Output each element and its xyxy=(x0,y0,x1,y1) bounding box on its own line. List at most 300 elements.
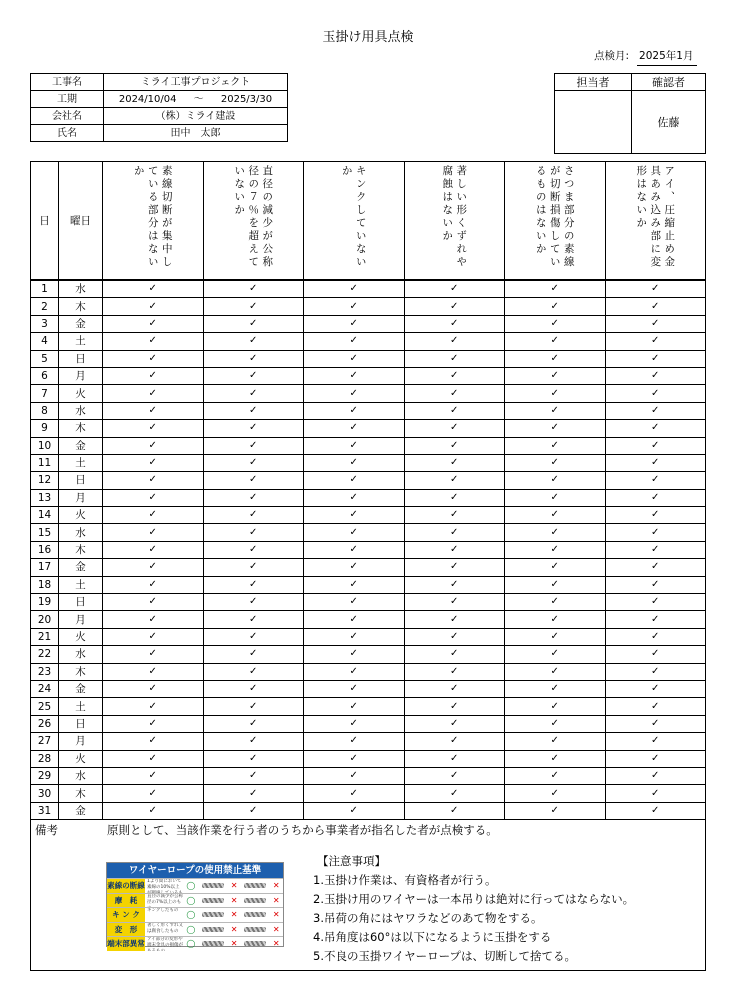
period-start: 2024/10/04 xyxy=(118,93,177,105)
check-cell[interactable]: ✓ xyxy=(404,454,505,471)
check-cell[interactable]: ✓ xyxy=(203,280,304,298)
day-cell: 6 xyxy=(31,367,59,384)
check-cell[interactable]: ✓ xyxy=(505,333,606,350)
table-row xyxy=(31,628,706,645)
table-row xyxy=(31,611,706,628)
check-cell[interactable]: ✓ xyxy=(103,489,204,506)
remarks-label: 備考 xyxy=(35,823,58,837)
check-cell[interactable]: ✓ xyxy=(605,472,706,489)
check-cell[interactable]: ✓ xyxy=(304,541,405,558)
check-cell[interactable]: ✓ xyxy=(103,628,204,645)
ng-cross-icon: ✕ xyxy=(272,939,280,949)
check-cell[interactable]: ✓ xyxy=(103,454,204,471)
check-cell[interactable]: ✓ xyxy=(605,559,706,576)
weekday-cell: 木 xyxy=(59,663,103,680)
check-cell[interactable]: ✓ xyxy=(103,785,204,802)
check-cell[interactable]: ✓ xyxy=(103,646,204,663)
check-cell[interactable]: ✓ xyxy=(304,367,405,384)
check-cell[interactable]: ✓ xyxy=(203,402,304,419)
check-cell[interactable]: ✓ xyxy=(103,767,204,784)
check-cell[interactable]: ✓ xyxy=(103,280,204,298)
day-header: 日 xyxy=(31,162,59,281)
check-cell[interactable]: ✓ xyxy=(505,785,606,802)
day-cell: 22 xyxy=(31,646,59,663)
rope-illustration xyxy=(183,908,283,922)
check-cell[interactable]: ✓ xyxy=(304,594,405,611)
period-value[interactable] xyxy=(104,91,288,108)
check-cell[interactable]: ✓ xyxy=(404,698,505,715)
check-item-text: キンクしていないか xyxy=(340,165,367,269)
caution-item: 2.玉掛け用のワイヤーは一本吊りは絶対に行ってはならない。 xyxy=(313,892,635,906)
check-cell[interactable]: ✓ xyxy=(505,402,606,419)
weekday-cell: 土 xyxy=(59,698,103,715)
check-cell[interactable]: ✓ xyxy=(505,802,606,819)
check-cell[interactable]: ✓ xyxy=(304,611,405,628)
check-cell[interactable]: ✓ xyxy=(605,489,706,506)
table-row xyxy=(31,767,706,784)
check-cell[interactable]: ✓ xyxy=(304,454,405,471)
weekday-cell: 日 xyxy=(59,594,103,611)
check-cell[interactable]: ✓ xyxy=(304,733,405,750)
check-cell[interactable]: ✓ xyxy=(304,420,405,437)
check-cell[interactable]: ✓ xyxy=(505,646,606,663)
check-cell[interactable]: ✓ xyxy=(203,646,304,663)
check-cell[interactable]: ✓ xyxy=(605,733,706,750)
rope-icon xyxy=(244,927,266,932)
check-cell[interactable]: ✓ xyxy=(304,489,405,506)
check-cell[interactable]: ✓ xyxy=(203,507,304,524)
weekday-cell: 金 xyxy=(59,315,103,332)
day-cell: 25 xyxy=(31,698,59,715)
check-cell[interactable]: ✓ xyxy=(103,402,204,419)
check-cell[interactable]: ✓ xyxy=(203,715,304,732)
check-cell[interactable]: ✓ xyxy=(505,524,606,541)
inspection-table xyxy=(30,161,706,820)
check-cell[interactable]: ✓ xyxy=(103,367,204,384)
check-cell[interactable]: ✓ xyxy=(605,698,706,715)
check-cell[interactable]: ✓ xyxy=(203,524,304,541)
weekday-cell: 木 xyxy=(59,785,103,802)
ng-cross-icon: ✕ xyxy=(230,939,238,949)
check-cell[interactable]: ✓ xyxy=(203,663,304,680)
check-cell[interactable]: ✓ xyxy=(203,489,304,506)
check-cell[interactable]: ✓ xyxy=(404,594,505,611)
check-cell[interactable]: ✓ xyxy=(304,576,405,593)
check-cell[interactable]: ✓ xyxy=(304,559,405,576)
check-cell[interactable]: ✓ xyxy=(103,698,204,715)
check-cell[interactable]: ✓ xyxy=(203,767,304,784)
rope-icon xyxy=(202,912,224,917)
day-cell: 13 xyxy=(31,489,59,506)
period-label: 工期 xyxy=(31,91,104,108)
check-cell[interactable]: ✓ xyxy=(505,559,606,576)
table-row xyxy=(31,507,706,524)
check-cell[interactable]: ✓ xyxy=(203,315,304,332)
check-cell[interactable]: ✓ xyxy=(505,298,606,315)
check-cell[interactable]: ✓ xyxy=(505,750,606,767)
check-item-header xyxy=(505,162,606,281)
weekday-cell: 金 xyxy=(59,559,103,576)
check-cell[interactable]: ✓ xyxy=(304,646,405,663)
check-cell[interactable]: ✓ xyxy=(304,437,405,454)
table-row xyxy=(31,454,706,471)
checker-header: 確認者 xyxy=(632,74,706,91)
inspection-month-value[interactable]: 2025年1月 xyxy=(637,48,697,66)
check-cell[interactable]: ✓ xyxy=(304,315,405,332)
person-in-charge-stamp[interactable] xyxy=(555,91,632,154)
check-cell[interactable]: ✓ xyxy=(605,767,706,784)
project-name-value[interactable]: ミライ工事プロジェクト xyxy=(104,74,288,91)
ng-cross-icon: ✕ xyxy=(230,881,238,891)
check-cell[interactable]: ✓ xyxy=(304,785,405,802)
check-cell[interactable]: ✓ xyxy=(605,646,706,663)
check-cell[interactable]: ✓ xyxy=(404,280,505,298)
check-cell[interactable]: ✓ xyxy=(505,507,606,524)
day-cell: 12 xyxy=(31,472,59,489)
check-cell[interactable]: ✓ xyxy=(605,454,706,471)
check-cell[interactable]: ✓ xyxy=(605,385,706,402)
table-row xyxy=(31,402,706,419)
weekday-cell: 木 xyxy=(59,541,103,558)
check-cell[interactable]: ✓ xyxy=(304,280,405,298)
check-cell[interactable]: ✓ xyxy=(103,541,204,558)
check-cell[interactable]: ✓ xyxy=(605,594,706,611)
table-row xyxy=(31,541,706,558)
poster-row-label: 摩 耗 xyxy=(107,894,145,908)
check-cell[interactable]: ✓ xyxy=(203,333,304,350)
ng-cross-icon: ✕ xyxy=(272,924,280,934)
check-cell[interactable]: ✓ xyxy=(103,594,204,611)
check-cell[interactable]: ✓ xyxy=(404,420,505,437)
caution-item: 3.吊荷の角にはヤワラなどのあて物をする。 xyxy=(313,911,543,925)
check-cell[interactable]: ✓ xyxy=(404,680,505,697)
check-cell[interactable]: ✓ xyxy=(404,750,505,767)
check-cell[interactable]: ✓ xyxy=(203,611,304,628)
day-cell: 28 xyxy=(31,750,59,767)
poster-row-desc: 直径の減少が公称径の7%以上のも xyxy=(147,893,183,905)
check-cell[interactable]: ✓ xyxy=(203,802,304,819)
check-cell[interactable]: ✓ xyxy=(103,315,204,332)
inspection-month xyxy=(594,48,697,66)
check-cell[interactable]: ✓ xyxy=(605,611,706,628)
check-cell[interactable]: ✓ xyxy=(505,454,606,471)
check-cell[interactable]: ✓ xyxy=(605,628,706,645)
check-cell[interactable]: ✓ xyxy=(605,715,706,732)
check-cell[interactable]: ✓ xyxy=(203,350,304,367)
check-cell[interactable]: ✓ xyxy=(605,576,706,593)
check-cell[interactable]: ✓ xyxy=(103,437,204,454)
check-cell[interactable]: ✓ xyxy=(103,472,204,489)
weekday-cell: 月 xyxy=(59,611,103,628)
ok-circle-icon: ◯ xyxy=(186,924,196,934)
check-cell[interactable]: ✓ xyxy=(505,541,606,558)
project-name-label: 工事名 xyxy=(31,74,104,91)
poster-row xyxy=(107,907,283,922)
check-cell[interactable]: ✓ xyxy=(404,802,505,819)
check-cell[interactable]: ✓ xyxy=(605,524,706,541)
check-cell[interactable]: ✓ xyxy=(605,680,706,697)
check-cell[interactable]: ✓ xyxy=(505,767,606,784)
check-cell[interactable]: ✓ xyxy=(203,698,304,715)
check-cell[interactable]: ✓ xyxy=(404,437,505,454)
check-cell[interactable]: ✓ xyxy=(304,333,405,350)
check-cell[interactable]: ✓ xyxy=(103,507,204,524)
check-cell[interactable]: ✓ xyxy=(203,385,304,402)
day-cell: 27 xyxy=(31,733,59,750)
check-cell[interactable]: ✓ xyxy=(605,315,706,332)
weekday-cell: 木 xyxy=(59,420,103,437)
check-cell[interactable]: ✓ xyxy=(203,437,304,454)
checker-stamp[interactable]: 佐藤 xyxy=(632,91,706,154)
day-cell: 17 xyxy=(31,559,59,576)
check-cell[interactable]: ✓ xyxy=(304,802,405,819)
check-cell[interactable]: ✓ xyxy=(203,733,304,750)
check-cell[interactable]: ✓ xyxy=(605,750,706,767)
check-cell[interactable]: ✓ xyxy=(404,472,505,489)
check-cell[interactable]: ✓ xyxy=(605,420,706,437)
check-item-header xyxy=(304,162,405,281)
check-cell[interactable]: ✓ xyxy=(605,785,706,802)
check-cell[interactable]: ✓ xyxy=(103,663,204,680)
table-row xyxy=(31,472,706,489)
weekday-cell: 金 xyxy=(59,437,103,454)
check-cell[interactable]: ✓ xyxy=(404,576,505,593)
check-cell[interactable]: ✓ xyxy=(605,437,706,454)
check-cell[interactable]: ✓ xyxy=(304,767,405,784)
rope-icon xyxy=(244,883,266,888)
check-cell[interactable]: ✓ xyxy=(404,559,505,576)
check-cell[interactable]: ✓ xyxy=(203,541,304,558)
project-info-table xyxy=(30,73,288,142)
wire-rope-prohibition-poster xyxy=(106,862,284,947)
poster-row-label: 端末部異常 xyxy=(107,937,145,951)
weekday-header: 曜日 xyxy=(59,162,103,281)
period-end: 2025/3/30 xyxy=(220,93,273,105)
poster-row-desc: キンクしたもの xyxy=(147,908,179,913)
check-cell[interactable]: ✓ xyxy=(505,367,606,384)
check-cell[interactable]: ✓ xyxy=(203,750,304,767)
weekday-cell: 月 xyxy=(59,489,103,506)
check-cell[interactable]: ✓ xyxy=(304,680,405,697)
check-cell[interactable]: ✓ xyxy=(605,367,706,384)
poster-row xyxy=(107,878,283,893)
check-cell[interactable]: ✓ xyxy=(404,733,505,750)
poster-row xyxy=(107,893,283,908)
check-cell[interactable]: ✓ xyxy=(304,750,405,767)
table-row xyxy=(31,663,706,680)
check-cell[interactable]: ✓ xyxy=(103,333,204,350)
check-cell[interactable]: ✓ xyxy=(103,733,204,750)
check-cell[interactable]: ✓ xyxy=(203,367,304,384)
check-cell[interactable]: ✓ xyxy=(605,663,706,680)
poster-row-label: キ ン ク xyxy=(107,908,145,922)
check-cell[interactable]: ✓ xyxy=(404,524,505,541)
check-cell[interactable]: ✓ xyxy=(103,680,204,697)
check-cell[interactable]: ✓ xyxy=(203,628,304,645)
check-cell[interactable]: ✓ xyxy=(404,333,505,350)
check-item-text: 素線切断が集中している部分はないか xyxy=(132,165,173,269)
check-cell[interactable]: ✓ xyxy=(505,315,606,332)
poster-row-desc: 1より間において素線の10%以上 xyxy=(147,879,182,890)
inspection-month-label: 点検月: xyxy=(594,50,630,62)
check-cell[interactable]: ✓ xyxy=(203,420,304,437)
check-cell[interactable]: ✓ xyxy=(103,559,204,576)
check-cell[interactable]: ✓ xyxy=(404,646,505,663)
check-cell[interactable]: ✓ xyxy=(505,663,606,680)
check-cell[interactable]: ✓ xyxy=(505,576,606,593)
check-cell[interactable]: ✓ xyxy=(404,367,505,384)
check-cell[interactable]: ✓ xyxy=(605,280,706,298)
poster-row xyxy=(107,922,283,937)
day-cell: 24 xyxy=(31,680,59,697)
check-cell[interactable]: ✓ xyxy=(404,385,505,402)
check-cell[interactable]: ✓ xyxy=(404,785,505,802)
check-cell[interactable]: ✓ xyxy=(505,420,606,437)
check-cell[interactable]: ✓ xyxy=(404,489,505,506)
day-cell: 26 xyxy=(31,715,59,732)
day-cell: 21 xyxy=(31,628,59,645)
check-cell[interactable]: ✓ xyxy=(404,315,505,332)
ok-circle-icon: ◯ xyxy=(186,939,196,949)
table-row xyxy=(31,698,706,715)
check-cell[interactable]: ✓ xyxy=(304,298,405,315)
check-cell[interactable]: ✓ xyxy=(103,611,204,628)
day-cell: 29 xyxy=(31,767,59,784)
check-cell[interactable]: ✓ xyxy=(304,472,405,489)
check-cell[interactable]: ✓ xyxy=(505,594,606,611)
check-cell[interactable]: ✓ xyxy=(103,802,204,819)
check-cell[interactable]: ✓ xyxy=(203,298,304,315)
table-row xyxy=(31,646,706,663)
table-row xyxy=(31,350,706,367)
day-cell: 2 xyxy=(31,298,59,315)
check-cell[interactable]: ✓ xyxy=(505,698,606,715)
check-cell[interactable]: ✓ xyxy=(203,472,304,489)
check-cell[interactable]: ✓ xyxy=(505,350,606,367)
check-cell[interactable]: ✓ xyxy=(304,507,405,524)
weekday-cell: 水 xyxy=(59,524,103,541)
check-cell[interactable]: ✓ xyxy=(203,559,304,576)
check-cell[interactable]: ✓ xyxy=(203,454,304,471)
check-cell[interactable]: ✓ xyxy=(404,715,505,732)
check-cell[interactable]: ✓ xyxy=(203,594,304,611)
table-row xyxy=(31,367,706,384)
rope-illustration xyxy=(183,923,283,937)
table-row xyxy=(31,315,706,332)
check-cell[interactable]: ✓ xyxy=(304,524,405,541)
rope-icon xyxy=(202,941,224,946)
check-cell[interactable]: ✓ xyxy=(304,385,405,402)
check-cell[interactable]: ✓ xyxy=(404,628,505,645)
check-cell[interactable]: ✓ xyxy=(304,402,405,419)
poster-row xyxy=(107,936,283,951)
check-item-text: さつま部分の素線が切断損傷しているものはないか xyxy=(534,165,575,269)
check-cell[interactable]: ✓ xyxy=(404,541,505,558)
check-cell[interactable]: ✓ xyxy=(505,437,606,454)
check-cell[interactable]: ✓ xyxy=(605,507,706,524)
weekday-cell: 土 xyxy=(59,454,103,471)
person-in-charge-header: 担当者 xyxy=(555,74,632,91)
check-cell[interactable]: ✓ xyxy=(605,333,706,350)
weekday-cell: 火 xyxy=(59,628,103,645)
check-cell[interactable]: ✓ xyxy=(505,628,606,645)
rope-icon xyxy=(202,898,224,903)
check-cell[interactable]: ✓ xyxy=(505,611,606,628)
table-row xyxy=(31,420,706,437)
check-cell[interactable]: ✓ xyxy=(605,802,706,819)
check-cell[interactable]: ✓ xyxy=(203,785,304,802)
weekday-cell: 水 xyxy=(59,767,103,784)
name-value[interactable]: 田中 太郎 xyxy=(104,125,288,142)
rope-icon xyxy=(202,927,224,932)
check-cell[interactable]: ✓ xyxy=(304,698,405,715)
check-cell[interactable]: ✓ xyxy=(505,472,606,489)
check-cell[interactable]: ✓ xyxy=(203,680,304,697)
company-value[interactable]: （株）ミライ建設 xyxy=(104,108,288,125)
check-cell[interactable]: ✓ xyxy=(103,750,204,767)
name-label: 氏名 xyxy=(31,125,104,142)
check-cell[interactable]: ✓ xyxy=(505,489,606,506)
check-cell[interactable]: ✓ xyxy=(103,420,204,437)
check-cell[interactable]: ✓ xyxy=(304,350,405,367)
check-cell[interactable]: ✓ xyxy=(103,350,204,367)
check-cell[interactable]: ✓ xyxy=(103,524,204,541)
check-cell[interactable]: ✓ xyxy=(505,680,606,697)
check-cell[interactable]: ✓ xyxy=(404,402,505,419)
check-cell[interactable]: ✓ xyxy=(103,576,204,593)
table-row xyxy=(31,802,706,819)
check-cell[interactable]: ✓ xyxy=(103,715,204,732)
check-cell[interactable]: ✓ xyxy=(605,402,706,419)
check-cell[interactable]: ✓ xyxy=(304,663,405,680)
ng-cross-icon: ✕ xyxy=(230,895,238,905)
check-cell[interactable]: ✓ xyxy=(103,385,204,402)
check-cell[interactable]: ✓ xyxy=(404,611,505,628)
check-cell[interactable]: ✓ xyxy=(404,350,505,367)
day-cell: 15 xyxy=(31,524,59,541)
period-separator: 〜 xyxy=(193,93,204,105)
check-item-text: 著しい形くずれや腐蝕はないか xyxy=(441,165,468,269)
check-cell[interactable]: ✓ xyxy=(304,715,405,732)
check-cell[interactable]: ✓ xyxy=(404,663,505,680)
rope-icon xyxy=(244,941,266,946)
check-cell[interactable]: ✓ xyxy=(404,507,505,524)
check-cell[interactable]: ✓ xyxy=(404,767,505,784)
table-row xyxy=(31,333,706,350)
check-cell[interactable]: ✓ xyxy=(605,350,706,367)
weekday-cell: 金 xyxy=(59,802,103,819)
page-title: 玉掛け用具点検 xyxy=(322,30,414,45)
check-cell[interactable]: ✓ xyxy=(103,298,204,315)
rope-icon xyxy=(244,912,266,917)
check-cell[interactable]: ✓ xyxy=(203,576,304,593)
day-cell: 11 xyxy=(31,454,59,471)
check-cell[interactable]: ✓ xyxy=(505,280,606,298)
day-cell: 23 xyxy=(31,663,59,680)
day-cell: 30 xyxy=(31,785,59,802)
check-cell[interactable]: ✓ xyxy=(605,298,706,315)
check-cell[interactable]: ✓ xyxy=(304,628,405,645)
day-cell: 10 xyxy=(31,437,59,454)
check-cell[interactable]: ✓ xyxy=(505,733,606,750)
check-cell[interactable]: ✓ xyxy=(404,298,505,315)
rope-icon xyxy=(244,898,266,903)
poster-row-label: 素線の断線 xyxy=(107,879,145,893)
check-cell[interactable]: ✓ xyxy=(605,541,706,558)
rope-illustration xyxy=(183,894,283,908)
check-cell[interactable]: ✓ xyxy=(505,715,606,732)
check-cell[interactable]: ✓ xyxy=(505,385,606,402)
